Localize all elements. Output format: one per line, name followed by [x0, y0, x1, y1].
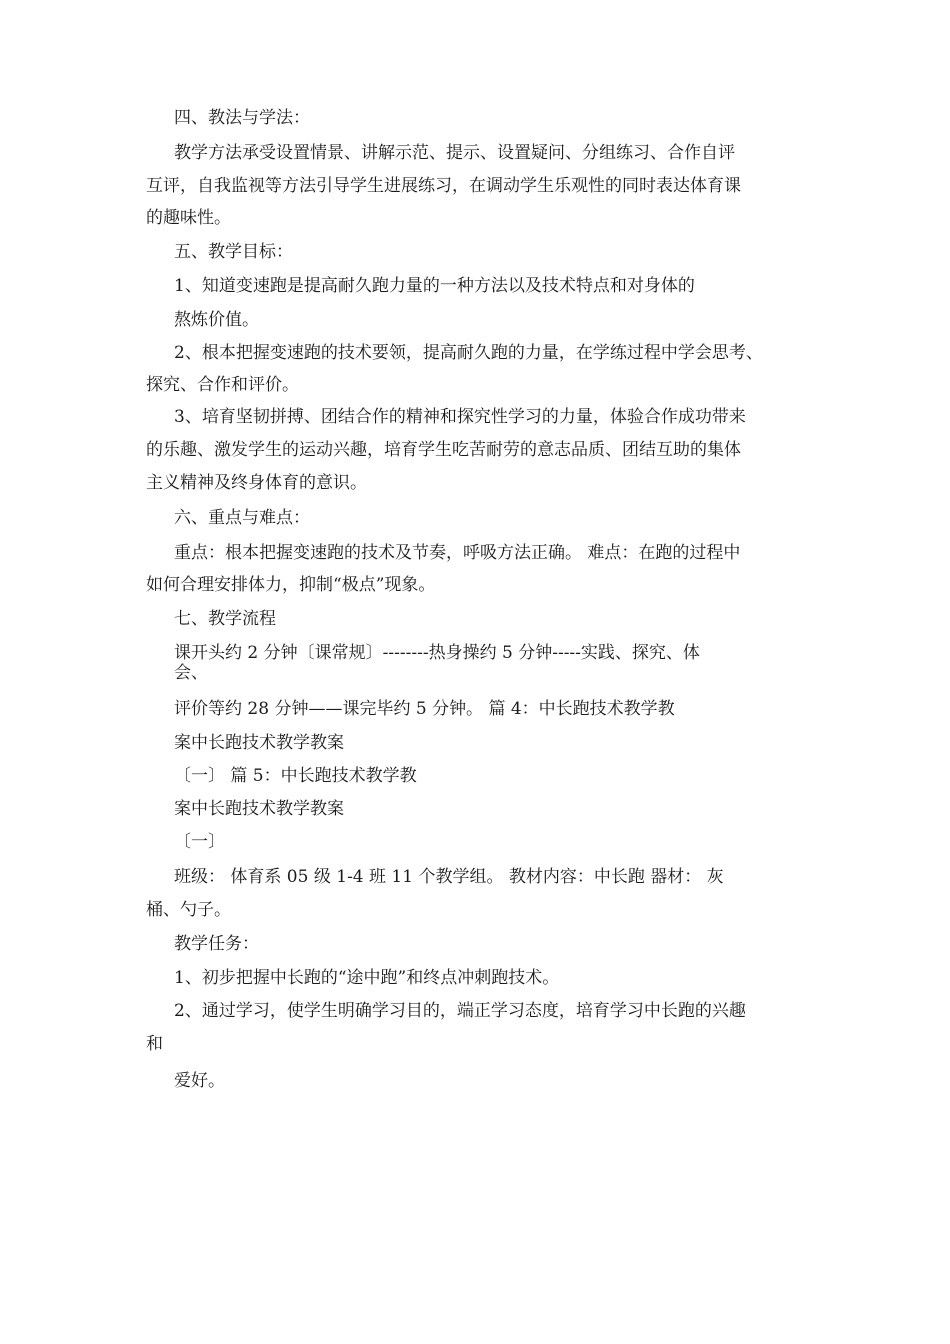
paragraph-line: 和 [146, 1034, 163, 1054]
paragraph-line: 的趣味性。 [146, 208, 231, 228]
paragraph-line: 1、初步把握中长跑的“途中跑”和终点冲刺跑技术。 [174, 968, 560, 988]
paragraph-line: 1、知道变速跑是提高耐久跑力量的一种方法以及技术特点和对身体的 [174, 276, 695, 296]
paragraph-line: 的乐趣、激发学生的运动兴趣，培育学生吃苦耐劳的意志品质、团结互助的集体 [146, 440, 741, 460]
paragraph-line: 2、通过学习，使学生明确学习目的，端正学习态度，培育学习中长跑的兴趣 [174, 1001, 746, 1021]
paragraph-line: 班级： 体育系 05 级 1-4 班 11 个教学组。 教材内容：中长跑 器材： 灰 [174, 867, 724, 887]
paragraph-line: 课开头约 2 分钟〔课常规〕--------热身操约 5 分钟-----实践、探究、体 [174, 643, 700, 663]
section-heading-7: 七、教学流程 [174, 609, 276, 629]
paragraph-line: 桶、勺子。 [146, 900, 231, 920]
paragraph-line: 2、根本把握变速跑的技术要领，提高耐久跑的力量，在学练过程中学会思考、 [174, 343, 763, 363]
section-heading-4: 四、教法与学法： [174, 108, 310, 128]
paragraph-line: 案中长跑技术教学教案 [174, 733, 344, 753]
paragraph-line: 教学方法承受设置情景、讲解示范、提示、设置疑问、分组练习、合作自评 [174, 143, 735, 163]
section-heading-5: 五、教学目标： [174, 242, 293, 262]
paragraph-line: 3、培育坚韧拼搏、团结合作的精神和探究性学习的力量，体验合作成功带来 [174, 407, 746, 427]
paragraph-line: 案中长跑技术教学教案 [174, 799, 344, 819]
paragraph-line: 爱好。 [174, 1071, 225, 1091]
paragraph-line: 评价等约 28 分钟——课完毕约 5 分钟。 篇 4：中长跑技术教学教 [174, 699, 675, 719]
paragraph-line: 互评，自我监视等方法引导学生进展练习，在调动学生乐观性的同时表达体育课 [146, 176, 741, 196]
section-heading-6: 六、重点与难点： [174, 508, 310, 528]
paragraph-line: 〔一〕 篇 5：中长跑技术教学教 [174, 766, 417, 786]
paragraph-line: 探究、合作和评价。 [146, 375, 299, 395]
paragraph-line: 如何合理安排体力，抑制“极点”现象。 [146, 575, 436, 595]
paragraph-line: 重点：根本把握变速跑的技术及节奏，呼吸方法正确。 难点：在跑的过程中 [174, 543, 741, 563]
paragraph-line: 主义精神及终身体育的意识。 [146, 473, 367, 493]
paragraph-line: 〔一〕 [174, 832, 225, 852]
paragraph-line: 会、 [174, 663, 208, 683]
subheading-teaching-tasks: 教学任务： [174, 934, 259, 954]
paragraph-line: 熬炼价值。 [174, 310, 259, 330]
